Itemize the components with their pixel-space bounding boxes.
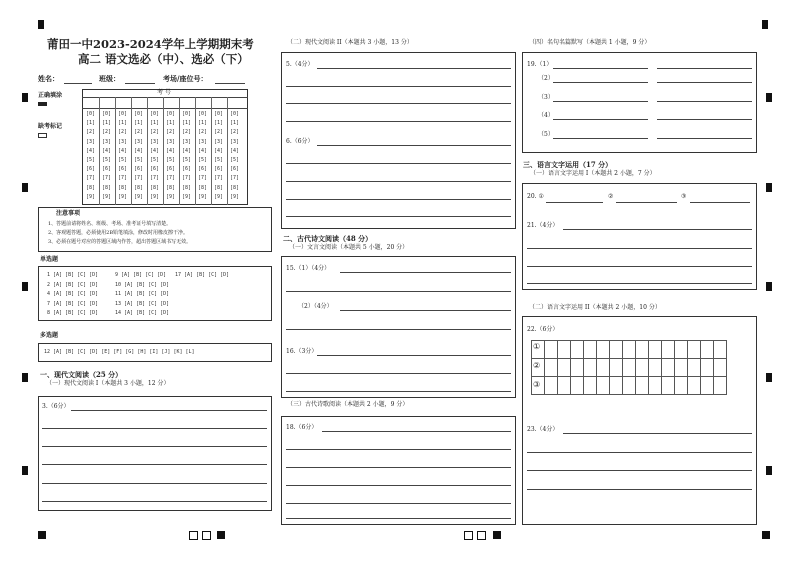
exam-digit-bubble[interactable]: [2] <box>150 129 160 136</box>
answer-line[interactable] <box>286 467 511 468</box>
q22-grid-cell[interactable] <box>662 377 675 395</box>
barcode-mark <box>464 531 473 540</box>
exam-digit-bubble[interactable]: [8] <box>118 184 128 191</box>
exam-digit-bubble[interactable]: [5] <box>182 157 192 163</box>
q22-grid-cell[interactable] <box>675 377 688 395</box>
q18-line[interactable] <box>322 431 511 432</box>
notice-title: 注意事项 <box>56 210 81 217</box>
exam-digit-bubble[interactable]: [6] <box>86 166 96 173</box>
q22-grid-cell[interactable] <box>649 359 662 377</box>
exam-digit-bubble[interactable]: [5] <box>118 157 128 163</box>
exam-digit-bubble[interactable]: [3] <box>134 138 144 145</box>
q19-answer-line[interactable] <box>657 82 752 83</box>
exam-digit-bubble[interactable]: [1] <box>166 120 176 127</box>
answer-line[interactable] <box>286 199 511 200</box>
q22-grid-cell[interactable] <box>688 341 701 359</box>
exam-subtitle: 高二 语文选必（中）、选必（下） <box>78 52 249 66</box>
q22-grid-cell[interactable] <box>558 341 571 359</box>
q22-grid-cell[interactable] <box>675 341 688 359</box>
q20-blank-1[interactable] <box>546 202 603 203</box>
section3-title: 三、语言文字运用（17 分） <box>523 160 613 169</box>
grid-column-divider <box>115 97 116 205</box>
registration-mark <box>38 531 46 539</box>
section3-sub2: （二）语言文字运用 II（本题共 2 小题，10 分） <box>529 304 661 311</box>
exam-digit-bubble[interactable]: [5] <box>166 157 176 163</box>
class-label: 班级： <box>99 74 120 83</box>
exam-digit-bubble[interactable]: [9] <box>182 193 192 200</box>
q22-grid-cell[interactable] <box>701 377 714 395</box>
barcode-mark <box>189 531 198 540</box>
exam-digit-bubble[interactable]: [6] <box>182 166 192 173</box>
q5-line[interactable] <box>317 68 511 69</box>
exam-digit-bubble[interactable]: [0] <box>198 111 208 117</box>
registration-mark <box>766 373 772 382</box>
exam-digit-bubble[interactable]: [0] <box>150 111 160 117</box>
q22-grid-cell[interactable] <box>584 341 597 359</box>
q20-blank-3[interactable] <box>690 202 750 203</box>
single-choice-option[interactable]: 17 [A] [B] [C] [D] <box>175 272 230 278</box>
q21-line[interactable] <box>527 266 752 267</box>
exam-digit-bubble[interactable]: [4] <box>150 147 160 154</box>
barcode-mark <box>217 531 225 539</box>
q22-grid-cell[interactable] <box>571 341 584 359</box>
notice-item-3: 3、必须在题号对应的答题区域内作答，超出答题区域书写无效。 <box>48 239 192 245</box>
q19-answer-line[interactable] <box>553 119 648 120</box>
registration-mark <box>766 183 772 192</box>
exam-digit-bubble[interactable]: [6] <box>150 166 160 173</box>
q6-line[interactable] <box>317 145 511 146</box>
name-label: 姓名： <box>38 74 59 83</box>
exam-digit-bubble[interactable]: [8] <box>102 184 112 191</box>
registration-mark <box>22 282 28 291</box>
q20-label-3: ③ <box>681 193 687 200</box>
correct-fill-sample <box>38 102 47 106</box>
exam-digit-bubble[interactable]: [2] <box>134 129 144 136</box>
q16-line[interactable] <box>286 373 511 374</box>
answer-line[interactable] <box>286 518 511 519</box>
registration-mark <box>762 531 770 539</box>
section2-title: 二、古代诗文阅读（48 分） <box>283 234 373 243</box>
q22-grid-cell[interactable] <box>662 341 675 359</box>
q19-item-label: （2） <box>538 75 554 82</box>
q22-grid-cell[interactable] <box>597 341 610 359</box>
exam-digit-bubble[interactable]: [0] <box>134 111 144 117</box>
exam-digit-bubble[interactable]: [9] <box>118 193 128 200</box>
q22-grid-cell[interactable] <box>714 377 727 395</box>
exam-digit-bubble[interactable]: [2] <box>230 129 240 136</box>
q22-grid-cell[interactable] <box>584 359 597 377</box>
exam-digit-bubble[interactable]: [0] <box>118 111 128 117</box>
exam-digit-bubble[interactable]: [3] <box>150 138 160 145</box>
exam-digit-bubble[interactable]: [0] <box>102 111 112 117</box>
answer-line[interactable] <box>527 489 752 490</box>
answer-line[interactable] <box>286 216 511 217</box>
q22-grid-cell[interactable] <box>649 341 662 359</box>
q19-answer-line[interactable] <box>657 138 752 139</box>
q23-label: 23.（4分） <box>527 426 559 433</box>
q19-answer-line[interactable] <box>553 101 648 102</box>
grid-column-divider <box>227 97 228 205</box>
exam-digit-bubble[interactable]: [0] <box>182 111 192 117</box>
exam-digit-bubble[interactable]: [7] <box>134 175 144 182</box>
q22-row-1-marker: ① <box>533 342 541 351</box>
q22-grid-cell[interactable] <box>610 341 623 359</box>
class-field[interactable] <box>125 83 155 84</box>
q15-1-label: 15.（1）（4分） <box>286 265 331 272</box>
q22-grid-cell[interactable] <box>675 359 688 377</box>
q16-label: 16.（3分） <box>286 348 318 355</box>
answer-line[interactable] <box>42 446 267 447</box>
exam-digit-bubble[interactable]: [8] <box>86 184 96 191</box>
q6-label: 6.（6分） <box>286 138 314 145</box>
exam-digit-bubble[interactable]: [7] <box>86 175 96 182</box>
exam-digit-bubble[interactable]: [1] <box>198 120 208 127</box>
notice-item-2: 2、客观题答题，必须使用2B铅笔填涂，修改时用橡皮擦干净。 <box>48 230 189 236</box>
single-choice-option[interactable]: 1 [A] [B] [C] [D] <box>47 272 99 278</box>
exam-digit-bubble[interactable]: [6] <box>166 166 176 173</box>
exam-digit-bubble[interactable]: [2] <box>214 129 224 136</box>
q19-item-label: （4） <box>538 112 554 119</box>
section2-sub1: （一）文言文阅读（本题共 5 小题，20 分） <box>289 244 409 251</box>
exam-digit-bubble[interactable]: [6] <box>230 166 240 173</box>
exam-digit-bubble[interactable]: [7] <box>230 175 240 182</box>
section1-title: 一、现代文阅读（25 分） <box>40 370 123 379</box>
exam-digit-bubble[interactable]: [4] <box>214 147 224 154</box>
exam-digit-bubble[interactable]: [1] <box>230 120 240 127</box>
col3-sub4: （四）名句名篇默写（本题共 1 小题，9 分） <box>529 39 651 46</box>
registration-mark <box>762 20 768 29</box>
exam-digit-bubble[interactable]: [5] <box>198 157 208 163</box>
exam-digit-bubble[interactable]: [0] <box>166 111 176 117</box>
exam-digit-bubble[interactable]: [1] <box>182 120 192 127</box>
exam-digit-bubble[interactable]: [2] <box>166 129 176 136</box>
section1-sub: （一）现代文阅读 I（本题共 3 小题，12 分） <box>46 380 170 387</box>
single-choice-option[interactable]: 13 [A] [B] [C] [D] <box>115 300 170 307</box>
q22-grid-cell[interactable] <box>623 377 636 395</box>
q22-grid-cell[interactable] <box>545 377 558 395</box>
exam-digit-bubble[interactable]: [1] <box>214 120 224 127</box>
q22-grid-cell[interactable] <box>623 359 636 377</box>
exam-digit-bubble[interactable]: [3] <box>182 138 192 145</box>
exam-digit-bubble[interactable]: [5] <box>134 157 144 163</box>
answer-line[interactable] <box>42 501 267 502</box>
exam-digit-bubble[interactable]: [2] <box>118 129 128 136</box>
q22-grid-cell[interactable] <box>623 341 636 359</box>
registration-mark <box>22 373 28 382</box>
exam-digit-bubble[interactable]: [3] <box>118 138 128 145</box>
single-choice-option[interactable]: 2 [A] [B] [C] [D] <box>47 281 99 288</box>
answer-line[interactable] <box>286 121 511 122</box>
single-choice-option[interactable]: 11 [A] [B] [C] [D] <box>115 291 170 297</box>
exam-digit-bubble[interactable]: [9] <box>166 193 176 200</box>
single-choice-option[interactable]: 8 [A] [B] [C] [D] <box>47 310 99 316</box>
exam-digit-bubble[interactable]: [2] <box>102 129 112 136</box>
answer-line[interactable] <box>286 86 511 87</box>
q16-line[interactable] <box>286 391 511 392</box>
exam-digit-bubble[interactable]: [9] <box>230 193 240 200</box>
exam-digit-bubble[interactable]: [6] <box>214 166 224 173</box>
exam-digit-bubble[interactable]: [4] <box>118 147 128 154</box>
exam-digit-bubble[interactable]: [4] <box>166 147 176 154</box>
exam-digit-bubble[interactable]: [1] <box>102 120 112 127</box>
q21-line[interactable] <box>527 283 752 284</box>
q19-answer-line[interactable] <box>553 82 648 83</box>
exam-digit-bubble[interactable]: [4] <box>102 147 112 154</box>
exam-digit-bubble[interactable]: [2] <box>198 129 208 136</box>
absent-mark-box[interactable] <box>38 133 47 138</box>
seat-label: 考场/座位号： <box>163 74 208 83</box>
grid-divider <box>82 97 248 98</box>
single-choice-title: 单选题 <box>40 256 59 263</box>
q3-answer-box[interactable] <box>38 396 272 511</box>
exam-digit-bubble[interactable]: [7] <box>102 175 112 182</box>
q20-label-2: ② <box>608 193 614 200</box>
answer-line[interactable] <box>286 503 511 504</box>
exam-digit-bubble[interactable]: [3] <box>86 138 96 145</box>
exam-digit-bubble[interactable]: [4] <box>134 147 144 154</box>
q19-line-1[interactable] <box>553 68 648 69</box>
exam-digit-bubble[interactable]: [0] <box>230 111 240 117</box>
exam-digit-bubble[interactable]: [4] <box>182 147 192 154</box>
exam-number-label: 考 号 <box>157 89 171 96</box>
q22-grid-cell[interactable] <box>636 359 649 377</box>
barcode-mark <box>477 531 486 540</box>
exam-digit-bubble[interactable]: [9] <box>198 193 208 200</box>
q23-line[interactable] <box>563 433 752 434</box>
exam-digit-bubble[interactable]: [0] <box>214 111 224 117</box>
q22-grid-cell[interactable] <box>545 341 558 359</box>
exam-digit-bubble[interactable]: [3] <box>102 138 112 145</box>
exam-digit-bubble[interactable]: [1] <box>118 120 128 127</box>
q22-grid-cell[interactable] <box>610 359 623 377</box>
exam-digit-bubble[interactable]: [6] <box>118 166 128 173</box>
answer-line[interactable] <box>286 181 511 182</box>
q22-row-3-marker: ③ <box>533 380 541 389</box>
exam-digit-bubble[interactable]: [6] <box>198 166 208 173</box>
q20-blank-2[interactable] <box>616 202 677 203</box>
q22-grid-cell[interactable] <box>636 341 649 359</box>
exam-digit-bubble[interactable]: [9] <box>86 193 96 200</box>
single-choice-option[interactable]: 14 [A] [B] [C] [D] <box>115 310 170 316</box>
multi-choice-row[interactable]: 12 [A] [B] [C] [D] [E] [F] [G] [H] [I] [J] [K] [L] <box>44 349 195 355</box>
notice-item-1: 1、答题前请将姓名、班级、考场、准考证号填写清楚。 <box>48 221 172 227</box>
exam-digit-bubble[interactable]: [6] <box>134 166 144 173</box>
q21-label: 21.（4分） <box>527 222 559 229</box>
exam-digit-bubble[interactable]: [9] <box>150 193 160 200</box>
q22-writing-grid[interactable] <box>531 340 727 395</box>
exam-digit-bubble[interactable]: [5] <box>86 157 96 163</box>
q21-line[interactable] <box>563 229 752 230</box>
exam-digit-bubble[interactable]: [3] <box>214 138 224 145</box>
q22-grid-cell[interactable] <box>571 359 584 377</box>
exam-digit-bubble[interactable]: [9] <box>102 193 112 200</box>
exam-digit-bubble[interactable]: [2] <box>182 129 192 136</box>
exam-digit-bubble[interactable]: [5] <box>230 157 240 163</box>
answer-line[interactable] <box>286 103 511 104</box>
q19-item-label: （5） <box>538 130 554 138</box>
q15-1-line[interactable] <box>340 272 511 273</box>
registration-mark <box>22 183 28 192</box>
exam-digit-bubble[interactable]: [8] <box>182 184 192 191</box>
q20-q21-answer-box[interactable] <box>522 183 757 290</box>
exam-digit-bubble[interactable]: [5] <box>150 157 160 163</box>
q22-grid-cell[interactable] <box>701 341 714 359</box>
q22-grid-cell[interactable] <box>636 377 649 395</box>
q22-row-2-marker: ② <box>533 361 541 370</box>
exam-digit-bubble[interactable]: [5] <box>102 157 112 163</box>
q5-q6-answer-box[interactable] <box>281 52 516 229</box>
section2-sub3: （三）古代诗歌阅读（本题共 2 小题，9 分） <box>287 401 409 408</box>
grid-column-divider <box>211 97 212 205</box>
multi-choice-title: 多选题 <box>40 332 59 339</box>
answer-line[interactable] <box>42 428 267 429</box>
q22-grid-cell[interactable] <box>662 359 675 377</box>
answer-line[interactable] <box>527 452 752 453</box>
q22-grid-cell[interactable] <box>584 377 597 395</box>
q15-q16-answer-box[interactable] <box>281 256 516 398</box>
single-choice-option[interactable]: 10 [A] [B] [C] [D] <box>115 281 170 288</box>
q22-grid-cell[interactable] <box>649 377 662 395</box>
exam-digit-bubble[interactable]: [4] <box>230 147 240 154</box>
exam-digit-bubble[interactable]: [3] <box>166 138 176 145</box>
col2-sub2: （二）现代文阅读 II（本题共 3 小题，13 分） <box>287 39 413 46</box>
q15-2-label: （2）（4分） <box>298 303 333 310</box>
section3-sub1: （一）语言文字运用 I（本题共 2 小题，7 分） <box>530 170 656 177</box>
exam-digit-bubble[interactable]: [7] <box>118 175 128 182</box>
q19-answer-line[interactable] <box>553 138 648 139</box>
q18-label: 18.（6分） <box>286 424 318 431</box>
answer-line[interactable] <box>286 485 511 486</box>
exam-digit-bubble[interactable]: [9] <box>134 193 144 200</box>
grid-column-divider <box>195 97 196 205</box>
exam-digit-bubble[interactable]: [7] <box>182 175 192 182</box>
exam-digit-bubble[interactable]: [8] <box>214 184 224 191</box>
q20-label: 20. ① <box>527 193 544 200</box>
answer-line[interactable] <box>286 163 511 164</box>
exam-digit-bubble[interactable]: [9] <box>214 193 224 200</box>
exam-digit-bubble[interactable]: [1] <box>86 120 96 127</box>
q22-grid-cell[interactable] <box>558 359 571 377</box>
q22-grid-cell[interactable] <box>597 359 610 377</box>
q22-grid-cell[interactable] <box>571 377 584 395</box>
name-field[interactable] <box>64 83 92 84</box>
q22-label: 22.（6分） <box>527 326 559 333</box>
q5-label: 5.（4分） <box>286 61 314 68</box>
exam-digit-bubble[interactable]: [8] <box>150 184 160 191</box>
grid-column-divider <box>163 97 164 205</box>
q15-2-line[interactable] <box>340 310 511 311</box>
correct-fill-label: 正确填涂 <box>38 92 63 99</box>
answer-line[interactable] <box>527 470 752 471</box>
exam-digit-bubble[interactable]: [5] <box>214 157 224 163</box>
grid-divider <box>82 108 248 109</box>
exam-digit-bubble[interactable]: [1] <box>150 120 160 127</box>
registration-mark <box>38 20 44 29</box>
single-choice-option[interactable]: 7 [A] [B] [C] [D] <box>47 300 99 307</box>
grid-column-divider <box>99 97 100 205</box>
exam-digit-bubble[interactable]: [7] <box>198 175 208 182</box>
answer-line[interactable] <box>42 464 267 465</box>
exam-digit-bubble[interactable]: [7] <box>150 175 160 182</box>
exam-digit-bubble[interactable]: [7] <box>166 175 176 182</box>
barcode-mark <box>493 531 501 539</box>
q21-line[interactable] <box>527 248 752 249</box>
registration-mark <box>766 93 772 102</box>
q19-answer-line[interactable] <box>657 68 752 69</box>
q16-line[interactable] <box>317 355 511 356</box>
q18-answer-box[interactable] <box>281 416 516 525</box>
q15-1-line[interactable] <box>286 291 511 292</box>
exam-digit-bubble[interactable]: [1] <box>134 120 144 127</box>
exam-digit-bubble[interactable]: [2] <box>86 129 96 136</box>
q19-item-label: （3） <box>538 93 554 101</box>
exam-title: 莆田一中2023-2024学年上学期期末考 <box>47 37 254 51</box>
q22-grid-cell[interactable] <box>545 359 558 377</box>
q22-grid-cell[interactable] <box>558 377 571 395</box>
registration-mark <box>766 282 772 291</box>
registration-mark <box>22 466 28 475</box>
exam-digit-bubble[interactable]: [8] <box>134 184 144 191</box>
answer-line[interactable] <box>286 449 511 450</box>
answer-line[interactable] <box>42 483 267 484</box>
q22-grid-cell[interactable] <box>688 377 701 395</box>
exam-digit-bubble[interactable]: [4] <box>86 147 96 154</box>
grid-column-divider <box>179 97 180 205</box>
exam-digit-bubble[interactable]: [8] <box>166 184 176 191</box>
q15-2-line[interactable] <box>286 329 511 330</box>
exam-digit-bubble[interactable]: [3] <box>230 138 240 145</box>
q22-grid-cell[interactable] <box>714 359 727 377</box>
exam-digit-bubble[interactable]: [7] <box>214 175 224 182</box>
q19-answer-line[interactable] <box>657 101 752 102</box>
absent-mark-label: 缺考标记 <box>38 123 63 130</box>
exam-digit-bubble[interactable]: [4] <box>198 147 208 154</box>
q3-label: 3.（6分） <box>42 403 70 410</box>
exam-digit-bubble[interactable]: [8] <box>198 184 208 191</box>
q22-grid-cell[interactable] <box>688 359 701 377</box>
grid-column-divider <box>147 97 148 205</box>
exam-digit-bubble[interactable]: [8] <box>230 184 240 191</box>
exam-digit-bubble[interactable]: [6] <box>102 166 112 173</box>
q22-grid-cell[interactable] <box>597 377 610 395</box>
registration-mark <box>766 466 772 475</box>
exam-digit-bubble[interactable]: [0] <box>86 111 96 117</box>
single-choice-option[interactable]: 9 [A] [B] [C] [D] <box>115 272 167 278</box>
q3-line[interactable] <box>71 410 267 411</box>
q19-label: 19.（1） <box>527 61 553 68</box>
single-choice-option[interactable]: 4 [A] [B] [C] [D] <box>47 291 99 297</box>
seat-field[interactable] <box>215 83 245 84</box>
grid-column-divider <box>131 97 132 205</box>
q22-grid-cell[interactable] <box>714 341 727 359</box>
registration-mark <box>22 93 28 102</box>
q22-grid-cell[interactable] <box>610 377 623 395</box>
q19-answer-line[interactable] <box>657 119 752 120</box>
q22-grid-cell[interactable] <box>701 359 714 377</box>
exam-digit-bubble[interactable]: [3] <box>198 138 208 145</box>
barcode-mark <box>202 531 211 540</box>
